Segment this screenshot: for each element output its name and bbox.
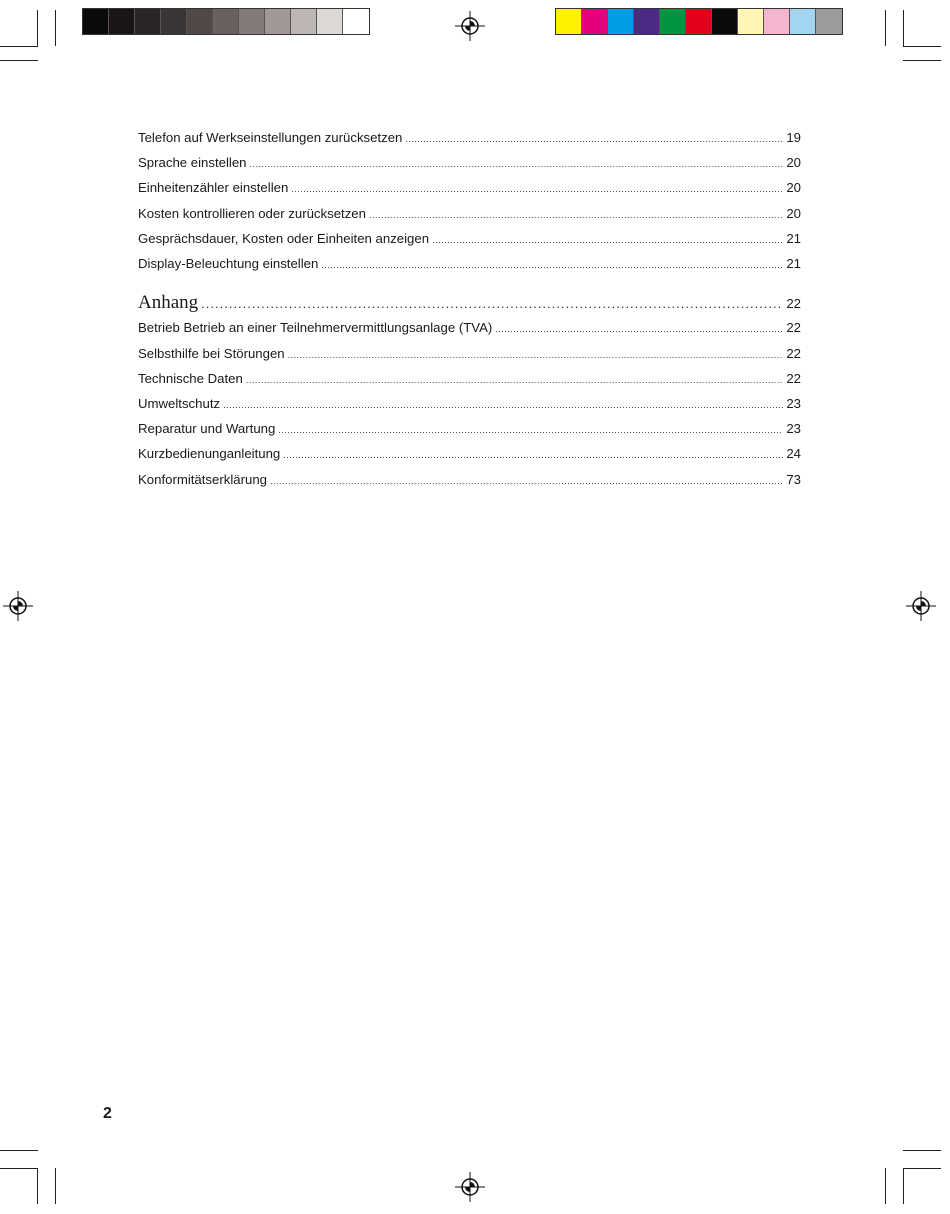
toc-leader [432,227,783,252]
color-swatch [213,9,239,34]
toc-entry[interactable] [138,316,801,341]
color-swatch [317,9,343,34]
crop-mark [0,46,38,47]
registration-mark-icon [455,1172,485,1202]
toc-entry-page: 19 [786,130,801,145]
toc-entry-page: 22 [786,370,801,386]
color-swatch [109,9,135,34]
toc-entry-page: 22 [786,345,801,361]
color-swatch [712,9,738,34]
gray-scale-color-bar [82,8,370,35]
crop-mark [903,1168,941,1169]
toc-leader [321,252,783,277]
toc-group [138,316,801,492]
color-swatch [816,9,842,34]
toc-entry[interactable] [138,342,801,367]
toc-entry[interactable] [138,126,801,151]
color-swatch [790,9,816,34]
toc-entry-title: Telefon auf Werkseinstellungen zurücksetzen [138,130,403,145]
color-swatch [686,9,712,34]
toc-entry-page: 21 [786,230,801,246]
toc-leader [495,316,783,341]
toc-entry-title: Reparatur und Wartung [138,421,276,437]
color-swatch [187,9,213,34]
toc-entry-title: Selbsthilfe bei Störungen [138,345,285,361]
toc-entry-title: Kurzbedienunganleitung [138,446,281,462]
toc-entry-title: Technische Daten [138,370,243,386]
toc-section-page: 22 [786,296,801,312]
toc-leader [201,292,783,316]
toc-leader [405,126,783,151]
crop-mark [903,1168,904,1204]
crop-mark [0,1150,38,1151]
table-of-contents [138,126,801,493]
color-swatch [764,9,790,34]
toc-entry-title: Einheitenzähler einstellen [138,180,289,196]
color-swatch [634,9,660,34]
toc-section-title: Anhang [138,292,199,314]
toc-entry[interactable] [138,392,801,417]
crop-mark [0,60,38,61]
toc-entry-page: 23 [786,396,801,412]
toc-entry-title: Konformitätserklärung [138,471,268,487]
toc-entry-page: 21 [786,256,801,272]
toc-leader [278,417,783,442]
toc-entry-page: 73 [786,471,801,487]
page-number: 2 [103,1105,112,1122]
toc-leader [291,176,783,201]
crop-mark [885,10,886,46]
registration-mark-icon [3,591,33,621]
registration-mark-icon [455,11,485,41]
toc-entry-page: 20 [786,205,801,221]
toc-leader [250,151,784,176]
color-swatch [83,9,109,34]
color-swatch [265,9,291,34]
crop-mark [55,10,56,46]
toc-entry[interactable] [138,417,801,442]
crop-mark [885,1168,886,1204]
crop-mark [0,1168,38,1169]
toc-leader [283,442,783,467]
toc-entry-page: 22 [786,320,801,336]
toc-entry[interactable] [138,176,801,201]
toc-leader [288,342,784,367]
toc-leader [246,367,783,392]
crop-mark [37,1168,38,1204]
crop-mark [903,46,941,47]
color-swatch [239,9,265,34]
crop-mark [903,60,941,61]
toc-leader [369,202,783,227]
process-color-bar [555,8,843,35]
crop-mark [903,10,904,46]
color-swatch [135,9,161,34]
toc-entry[interactable] [138,227,801,252]
toc-entry[interactable] [138,468,801,493]
crop-mark [55,1168,56,1204]
toc-entry[interactable] [138,252,801,277]
registration-mark-icon [906,591,936,621]
toc-entry-title: Gesprächsdauer, Kosten oder Einheiten anzeigen [138,230,430,246]
toc-entry[interactable] [138,202,801,227]
toc-entry-page: 20 [786,180,801,196]
toc-entry-title: Sprache einstellen [138,155,247,171]
color-swatch [556,9,582,34]
toc-leader [223,392,783,417]
color-swatch [161,9,187,34]
toc-entry[interactable] [138,151,801,176]
toc-group [138,126,801,277]
toc-entry[interactable] [138,442,801,467]
toc-entry-title: Kosten kontrollieren oder zurücksetzen [138,205,366,221]
color-swatch [291,9,317,34]
toc-entry-page: 23 [786,421,801,437]
color-swatch [660,9,686,34]
color-swatch [608,9,634,34]
color-swatch [738,9,764,34]
toc-entry-title: Betrieb Betrieb an einer Teilnehmervermittlungsanlage (TVA) [138,320,493,336]
toc-entry-title: Display-Beleuchtung einstellen [138,256,319,272]
toc-section-heading[interactable] [138,291,801,316]
color-swatch [343,9,369,34]
crop-mark [37,10,38,46]
toc-leader [270,468,783,493]
toc-entry-title: Umweltschutz [138,396,221,412]
color-swatch [582,9,608,34]
toc-entry-page: 20 [786,155,801,171]
toc-entry-page: 24 [786,446,801,462]
toc-entry[interactable] [138,367,801,392]
crop-mark [903,1150,941,1151]
